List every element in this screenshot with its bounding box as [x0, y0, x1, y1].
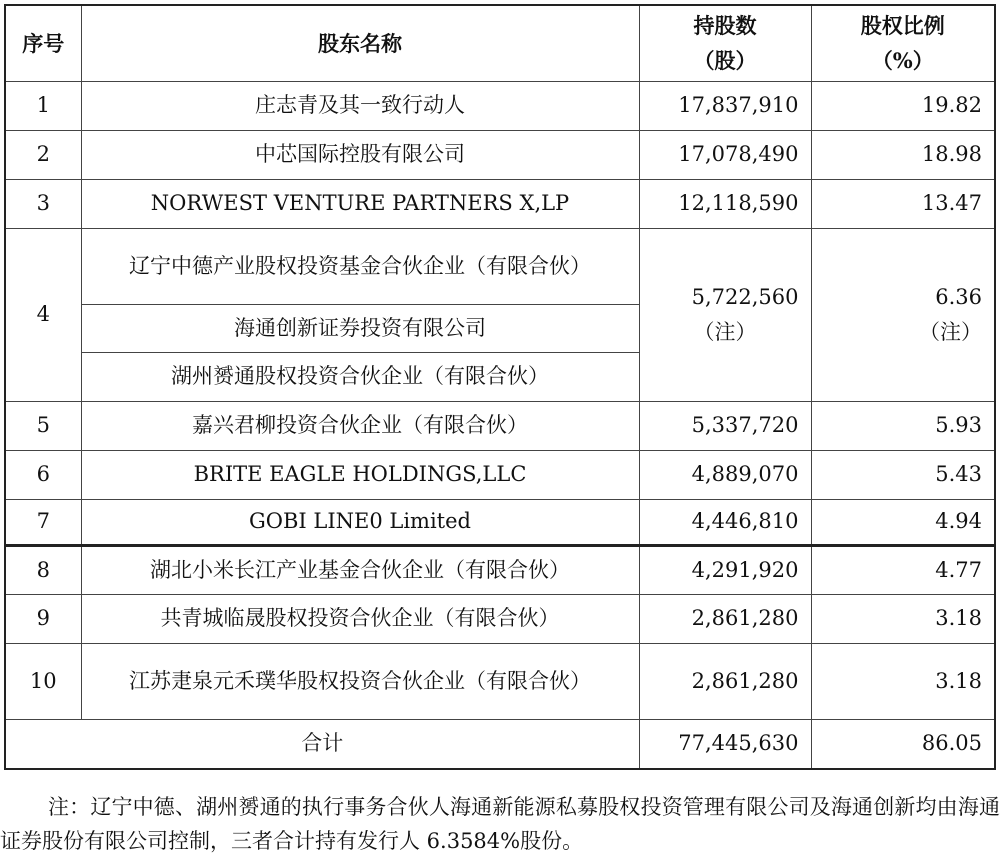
row-name: BRITE EAGLE HOLDINGS,LLC: [81, 450, 639, 499]
header-name: 股东名称: [81, 5, 639, 81]
row-ratio-note: （注）: [919, 319, 982, 344]
row-ratio-value: 6.36: [935, 284, 982, 309]
row-ratio: 3.18: [811, 643, 995, 719]
row-shares-value: 5,722,560: [691, 284, 799, 309]
header-shares-line1: 持股数: [693, 13, 757, 39]
row-shares: 4,446,810: [639, 499, 811, 545]
row-shares: [639, 228, 811, 401]
table-row: [5, 179, 995, 228]
row-shares: 12,118,590: [639, 179, 811, 228]
row-shares: 4,889,070: [639, 450, 811, 499]
header-ratio: [811, 5, 995, 81]
total-shares: 77,445,630: [639, 719, 811, 769]
table-row: [5, 545, 995, 594]
row-no: 6: [5, 450, 81, 499]
row-name: 江苏疌泉元禾璞华股权投资合伙企业（有限合伙）: [81, 643, 639, 719]
row-no: 7: [5, 499, 81, 545]
row-ratio: 19.82: [811, 81, 995, 130]
header-shares-line2: （股）: [693, 48, 757, 74]
row-shares: 2,861,280: [639, 594, 811, 643]
table-row: [5, 81, 995, 130]
row-name: 辽宁中德产业股权投资基金合伙企业（有限合伙）: [81, 228, 639, 304]
table-row: [5, 401, 995, 450]
row-name: 庄志青及其一致行动人: [81, 81, 639, 130]
row-name: 共青城临晟股权投资合伙企业（有限合伙）: [81, 594, 639, 643]
total-ratio: 86.05: [811, 719, 995, 769]
row-no: 3: [5, 179, 81, 228]
row-shares: 17,837,910: [639, 81, 811, 130]
table-row: [5, 499, 995, 545]
row-no: 1: [5, 81, 81, 130]
row-ratio: 18.98: [811, 130, 995, 179]
row-ratio: [811, 228, 995, 401]
shareholder-table: [4, 4, 996, 770]
header-shares: [639, 5, 811, 81]
row-shares: 4,291,920: [639, 545, 811, 594]
row-ratio: 5.93: [811, 401, 995, 450]
row-shares: 2,861,280: [639, 643, 811, 719]
row-no: 2: [5, 130, 81, 179]
row-ratio: 13.47: [811, 179, 995, 228]
row-name: 湖北小米长江产业基金合伙企业（有限合伙）: [81, 545, 639, 594]
row-name: NORWEST VENTURE PARTNERS X,LP: [81, 179, 639, 228]
header-ratio-line2: （%）: [871, 48, 934, 74]
row-no: 10: [5, 643, 81, 719]
row-shares: 17,078,490: [639, 130, 811, 179]
row-ratio: 4.94: [811, 499, 995, 545]
row-no: 5: [5, 401, 81, 450]
row-ratio: 5.43: [811, 450, 995, 499]
row-ratio: 3.18: [811, 594, 995, 643]
table-row: [5, 130, 995, 179]
row-name: 中芯国际控股有限公司: [81, 130, 639, 179]
table-row-group4-a: [5, 228, 995, 304]
table-row: [5, 594, 995, 643]
row-shares-note: （注）: [693, 319, 757, 344]
table-row: [5, 643, 995, 719]
row-name: 嘉兴君柳投资合伙企业（有限合伙）: [81, 401, 639, 450]
row-no: 8: [5, 545, 81, 594]
total-label: 合计: [5, 719, 639, 769]
row-name: GOBI LINE0 Limited: [81, 499, 639, 545]
row-ratio: 4.77: [811, 545, 995, 594]
table-row: [5, 450, 995, 499]
header-no: 序号: [5, 5, 81, 81]
row-shares: 5,337,720: [639, 401, 811, 450]
row-no: 4: [5, 228, 81, 401]
header-row: [5, 5, 995, 81]
header-ratio-line1: 股权比例: [860, 13, 945, 39]
row-no: 9: [5, 594, 81, 643]
footnote: 注：辽宁中德、湖州赟通的执行事务合伙人海通新能源私募股权投资管理有限公司及海通创新均由海通证券股份有限公司控制，三者合计持有发行人 6.3584%股份。: [0, 795, 1000, 853]
row-name: 湖州赟通股权投资合伙企业（有限合伙）: [81, 352, 639, 401]
row-name: 海通创新证券投资有限公司: [81, 304, 639, 352]
total-row: [5, 719, 995, 769]
